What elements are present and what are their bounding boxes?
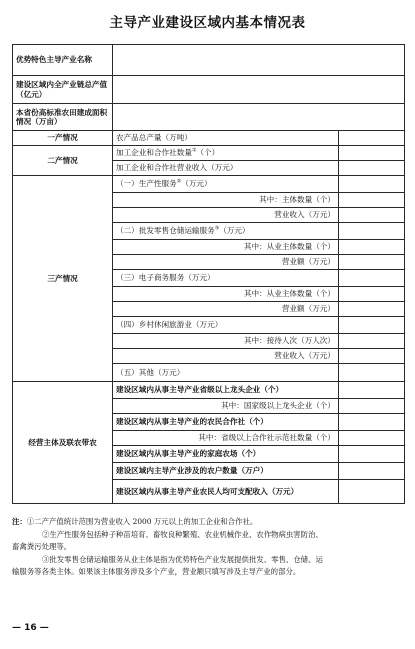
item-label: 加工企业和合作社数量①（个） — [113, 146, 339, 161]
footnote-3-continued: 输服务等各类主体。如果该主体服务涉及多个产业，营业额只填写涉及主导产业的部分。 — [12, 567, 301, 576]
value-cell — [339, 431, 405, 446]
sub-item-label: 营业额（万元） — [113, 302, 339, 317]
sub-item-label: 营业收入（万元） — [113, 208, 339, 223]
item-label: 建设区域内从事主导产业的家庭农场（个） — [113, 446, 339, 463]
row-label: 建设区域内全产业链总产值（亿元） — [13, 76, 113, 104]
item-label: 建设区域内从事主导产业农民人均可支配收入（万元） — [113, 480, 339, 504]
sub-item-label: 营业额（万元） — [113, 255, 339, 270]
value-cell — [339, 399, 405, 414]
item-label: （五）其他（万元） — [113, 364, 339, 382]
item-label: （二）批发零售仓储运输服务③（万元） — [113, 223, 339, 240]
value-cell — [339, 131, 405, 146]
value-cell — [339, 146, 405, 161]
section-label-tertiary: 三产情况 — [13, 176, 113, 382]
value-cell — [113, 76, 405, 104]
value-cell — [339, 193, 405, 208]
value-cell — [339, 334, 405, 349]
item-label: 建设区域内从事主导产业省级以上龙头企业（个） — [113, 382, 339, 399]
footnote-2: ②生产性服务包括种子种苗培育、畜牧良种繁殖、农业机械作业、农作物病虫害防治、 — [42, 529, 323, 539]
section-label-management: 经营主体及联农带农 — [13, 382, 113, 504]
sub-item-label: 其中：国家级以上龙头企业（个） — [113, 399, 339, 414]
table-row — [13, 382, 405, 399]
footnotes — [12, 516, 404, 579]
sub-item-label: 其中：从业主体数量（个） — [113, 240, 339, 255]
table-row — [13, 146, 405, 161]
value-cell — [339, 349, 405, 364]
value-cell — [339, 255, 405, 270]
sub-item-label: 其中：接待人次（万人次） — [113, 334, 339, 349]
page-number: — 16 — — [12, 623, 49, 633]
row-label: 本省份高标准农田建成面积情况（万亩） — [13, 104, 113, 131]
sub-item-label: 其中：从业主体数量（个） — [113, 287, 339, 302]
value-cell — [339, 446, 405, 463]
footnote-2-continued: 畜禽粪污处理等。 — [12, 542, 72, 551]
sub-item-label: 其中：主体数量（个） — [113, 193, 339, 208]
sub-item-label: 其中：省级以上合作社示范社数量（个） — [113, 431, 339, 446]
footnote-1: 注：①二产产值统计范围为营业收入 2000 万元以上的加工企业和合作社。 — [12, 517, 258, 526]
table-row — [13, 76, 405, 104]
value-cell — [339, 382, 405, 399]
value-cell — [339, 223, 405, 240]
item-label: 加工企业和合作社营业收入（万元） — [113, 161, 339, 176]
item-label: （四）乡村休闲旅游业（万元） — [113, 317, 339, 334]
value-cell — [339, 270, 405, 287]
item-label: （三）电子商务服务（万元） — [113, 270, 339, 287]
row-label: 优势特色主导产业名称 — [13, 45, 113, 76]
value-cell — [339, 240, 405, 255]
table-row — [13, 45, 405, 76]
value-cell — [113, 104, 405, 131]
item-label: 农产品总产量（万吨） — [113, 131, 339, 146]
section-label-secondary: 二产情况 — [13, 146, 113, 176]
value-cell — [113, 45, 405, 76]
page-title: 主导产业建设区域内基本情况表 — [109, 15, 306, 31]
value-cell — [339, 287, 405, 302]
item-label: （一）生产性服务②（万元） — [113, 176, 339, 193]
value-cell — [339, 161, 405, 176]
value-cell — [339, 414, 405, 431]
footnote-3: ③批发零售仓储运输服务从业主体是指为优势特色产业发展提供批发、零售、仓储、运 — [42, 554, 323, 564]
value-cell — [339, 302, 405, 317]
value-cell — [339, 364, 405, 382]
value-cell — [339, 480, 405, 504]
info-table — [12, 44, 405, 504]
value-cell — [339, 463, 405, 480]
table-row — [13, 131, 405, 146]
value-cell — [339, 176, 405, 193]
section-label-primary: 一产情况 — [13, 131, 113, 146]
value-cell — [339, 208, 405, 223]
sub-item-label: 营业收入（万元） — [113, 349, 339, 364]
value-cell — [339, 317, 405, 334]
table-row — [13, 176, 405, 193]
item-label: 建设区域内从事主导产业的农民合作社（个） — [113, 414, 339, 431]
table-row — [13, 104, 405, 131]
item-label: 建设区域内主导产业涉及的农户数量（万户） — [113, 463, 339, 480]
